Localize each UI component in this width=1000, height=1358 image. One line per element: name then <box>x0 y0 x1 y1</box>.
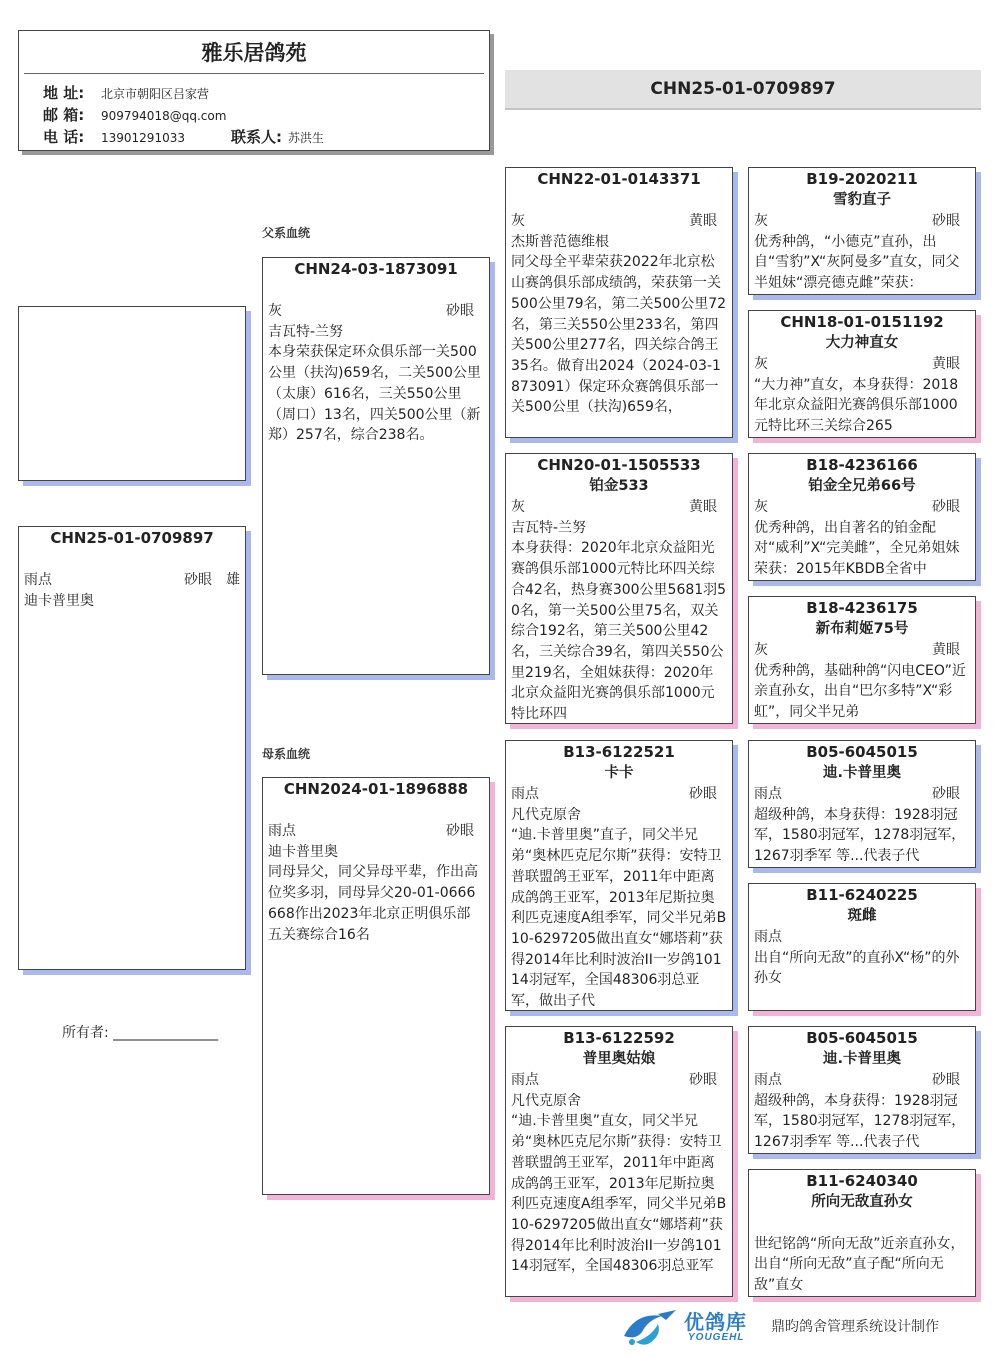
gp-ss-ring: CHN22-01-0143371 <box>537 170 701 188</box>
ggp-sss-name: 雪豹直子 <box>833 192 891 208</box>
gp-ds-strain: 凡代克原舍 <box>511 806 581 823</box>
gp-sd-card <box>505 453 733 724</box>
ggp-sdd-eye: 黄眼 <box>932 642 960 658</box>
subject-ring: CHN25-01-0709897 <box>50 529 214 547</box>
loft-info-box <box>18 30 490 151</box>
ggp-dsd-notes: 出自“所向无敌”的直孙X“杨”的外孙女 <box>754 949 960 987</box>
contact-label: 联系人: <box>231 128 282 146</box>
ggp-ddd-notes: 世纪铭鸽“所向无敌”近亲直孙女，出自“所向无敌”直子配“所向无敌”直女 <box>754 1235 965 1294</box>
gp-ds-eye: 砂眼 <box>689 786 717 802</box>
subject-attrs <box>24 570 240 591</box>
subject-card <box>18 526 246 970</box>
ggp-dsd-card <box>748 883 976 1011</box>
gp-sd-attrs <box>511 497 727 518</box>
loft-name: 雅乐居鸽苑 <box>201 41 307 65</box>
ggp-sdd-attrs <box>754 640 970 661</box>
footer <box>618 1304 978 1352</box>
ggp-dss-card <box>748 740 976 868</box>
ggp-ssd-card <box>748 310 976 438</box>
gp-sd-color: 灰 <box>511 499 525 515</box>
ggp-sds-card <box>748 453 976 581</box>
email-label: 邮 箱: <box>43 106 85 124</box>
ggp-dss-eye: 砂眼 <box>932 786 960 802</box>
gp-sd-name: 铂金533 <box>589 478 649 494</box>
contact-value: 苏洪生 <box>288 131 325 145</box>
ggp-ssd-eye: 黄眼 <box>932 356 960 372</box>
gp-ds-card <box>505 740 733 1011</box>
loft-details <box>43 83 324 149</box>
gp-dd-color: 雨点 <box>511 1072 539 1088</box>
gp-sd-ring: CHN20-01-1505533 <box>537 456 701 474</box>
dam-notes: 同母异父，同父异母平辈，作出高位奖多羽，同母异父20-01-0666668作出2023年北京正明俱乐部五关赛综合16名 <box>268 864 478 943</box>
header-ring-banner <box>505 70 981 110</box>
ggp-dss-notes: 超级种鸽，本身获得：1928羽冠军，1580羽冠军，1278羽冠军，1267羽季军 等...代表子代 <box>754 806 966 865</box>
ggp-sss-ring: B19-2020211 <box>806 170 918 188</box>
sire-notes: 本身荣获保定环众俱乐部一关500公里（扶沟)659名，二关500公里（太康）616名，三关550公里（周口）13名，四关500公里（新郑）257名，综合238名。 <box>268 344 481 444</box>
gp-ss-color: 灰 <box>511 213 525 229</box>
ggp-dds-card <box>748 1026 976 1154</box>
address-label: 地 址: <box>43 84 85 102</box>
gp-ss-attrs <box>511 211 727 232</box>
gp-ds-ring: B13-6122521 <box>563 743 675 761</box>
ggp-sdd-notes: 优秀种鸽，基础种鸽“闪电CEO”近亲直孙女，出自“巴尔多特”X“彩虹”，同父半兄弟 <box>754 662 966 721</box>
ggp-dds-notes: 超级种鸽，本身获得：1928羽冠军，1580羽冠军，1278羽冠军，1267羽季军 等...代表子代 <box>754 1092 966 1151</box>
ggp-sds-eye: 砂眼 <box>932 499 960 515</box>
divider <box>24 73 484 74</box>
ggp-dds-name: 迪.卡普里奥 <box>822 1051 901 1067</box>
ggp-sds-ring: B18-4236166 <box>806 456 918 474</box>
sire-eye: 砂眼 <box>446 303 474 319</box>
sire-strain: 吉瓦特-兰努 <box>268 323 344 340</box>
ggp-ssd-notes: “大力神”直女，本身获得：2018年北京众益阳光赛鸽俱乐部1000元特比环三关综合265 <box>754 376 959 435</box>
brand-subname: YOUGEHL <box>688 1332 745 1343</box>
dam-attrs <box>268 821 484 842</box>
ggp-sss-eye: 砂眼 <box>932 213 960 229</box>
gp-ss-eye: 黄眼 <box>689 213 717 229</box>
ggp-ddd-attrs <box>754 1213 970 1234</box>
phone-value: 13901291033 <box>101 131 185 145</box>
ggp-ddd-card <box>748 1169 976 1297</box>
header-ring: CHN25-01-0709897 <box>650 79 836 99</box>
dam-strain: 迪卡普里奥 <box>268 843 338 860</box>
brand-name: 优鸽库 <box>684 1312 747 1334</box>
gp-ds-attrs <box>511 784 727 805</box>
owner-blank: _______________ <box>113 1025 219 1041</box>
gp-sd-strain: 吉瓦特-兰努 <box>511 519 587 536</box>
gp-dd-name: 普里奥姑娘 <box>582 1051 656 1067</box>
gp-dd-notes: “迪.卡普里奥”直女，同父半兄弟“奥林匹克尼尔斯”获得：安特卫普联盟鸽王亚军，2011年中距离成鸽鸽王亚军，2013年尼斯拉奥利匹克速度A组季军，同父半兄弟B10-6297205做出直女“娜塔莉”获得2014年比利时波治II一岁鸽10114羽冠军，全国48306羽总亚军 <box>511 1113 727 1275</box>
sire-attrs <box>268 301 484 322</box>
sire-line-label: 父系血统 <box>262 226 311 240</box>
ggp-dsd-ring: B11-6240225 <box>806 886 918 904</box>
gp-ss-card <box>505 167 733 438</box>
subject-eye: 砂眼 <box>184 572 212 588</box>
photo-box <box>18 306 246 481</box>
ggp-dds-eye: 砂眼 <box>932 1072 960 1088</box>
footer-credit: 鼎昀鸽舍管理系统设计制作 <box>771 1319 939 1335</box>
gp-ds-color: 雨点 <box>511 786 539 802</box>
email-value: 909794018@qq.com <box>101 109 227 123</box>
gp-ss-notes: 同父母全平辈荣获2022年北京松山赛鸽俱乐部成绩鸽，荣获第一关500公里79名，第二关500公里72名，第三关550公里233名，第四关500公里277名，四关综合鸽王35名。做育出2024（2024-03-1873091）保定环众赛鸽俱乐部一关500公里（扶沟)659名， <box>511 254 727 416</box>
logo-icon <box>618 1306 680 1348</box>
gp-ss-strain: 杰斯普范德维根 <box>511 233 609 250</box>
ggp-ddd-name: 所向无敌直孙女 <box>811 1194 913 1210</box>
sire-card <box>262 257 490 675</box>
gp-sd-eye: 黄眼 <box>689 499 717 515</box>
ggp-dsd-attrs <box>754 927 970 948</box>
subject-sex: 雄 <box>226 572 240 588</box>
ggp-ssd-name: 大力神直女 <box>825 335 899 351</box>
gp-sd-notes: 本身获得：2020年北京众益阳光赛鸽俱乐部1000元特比环四关综合42名，热身赛300公里5681羽50名，第一关500公里75名，双关综合192名，第三关500公里42名，三关综合39名，第四关550公里219名，全姐妹获得：2020年北京众益阳光赛鸽俱乐部1000元特比环四 <box>511 540 727 723</box>
sire-ring: CHN24-03-1873091 <box>294 260 458 278</box>
phone-label: 电 话: <box>43 128 85 146</box>
ggp-sdd-card <box>748 596 976 724</box>
ggp-sds-attrs <box>754 497 970 518</box>
sire-color: 灰 <box>268 303 282 319</box>
owner-line <box>62 1022 218 1042</box>
ggp-sdd-color: 灰 <box>754 642 768 658</box>
gp-dd-strain: 凡代克原舍 <box>511 1092 581 1109</box>
dam-line-label: 母系血统 <box>262 747 311 761</box>
ggp-dds-ring: B05-6045015 <box>806 1029 918 1047</box>
ggp-sss-attrs <box>754 211 970 232</box>
ggp-sss-notes: 优秀种鸽，“小德克”直孙，出自“雪豹”X“灰阿曼多”直女，同父半姐妹“漂亮德克雌”荣获： <box>754 233 960 292</box>
dam-ring: CHN2024-01-1896888 <box>283 780 469 798</box>
gp-ds-name: 卡卡 <box>604 765 634 781</box>
subject-color: 雨点 <box>24 572 52 588</box>
gp-dd-eye: 砂眼 <box>689 1072 717 1088</box>
ggp-dds-color: 雨点 <box>754 1072 782 1088</box>
ggp-ssd-ring: CHN18-01-0151192 <box>780 313 944 331</box>
ggp-dsd-color: 雨点 <box>754 929 782 945</box>
ggp-dss-ring: B05-6045015 <box>806 743 918 761</box>
ggp-sds-notes: 优秀种鸽，出自著名的铂金配对“威利”X“完美雌”，全兄弟姐妹荣获：2015年KBDB全省中 <box>754 519 960 578</box>
address-value: 北京市朝阳区吕家营 <box>101 87 210 101</box>
ggp-sds-name: 铂金全兄弟66号 <box>808 478 916 494</box>
owner-label: 所有者: <box>62 1025 109 1041</box>
dam-card <box>262 777 490 1195</box>
ggp-sdd-ring: B18-4236175 <box>806 599 918 617</box>
ggp-sss-card <box>748 167 976 295</box>
ggp-dds-attrs <box>754 1070 970 1091</box>
dam-eye: 砂眼 <box>446 823 474 839</box>
ggp-ddd-ring: B11-6240340 <box>806 1172 918 1190</box>
ggp-sdd-name: 新布莉姬75号 <box>815 621 909 637</box>
ggp-sss-color: 灰 <box>754 213 768 229</box>
ggp-dss-attrs <box>754 784 970 805</box>
gp-dd-attrs <box>511 1070 727 1091</box>
ggp-ssd-color: 灰 <box>754 356 768 372</box>
ggp-ssd-attrs <box>754 354 970 375</box>
gp-ds-notes: “迪.卡普里奥”直子，同父半兄弟“奥林匹克尼尔斯”获得：安特卫普联盟鸽王亚军，2011年中距离成鸽鸽王亚军，2013年尼斯拉奥利匹克速度A组季军，同父半兄弟B10-6297205做出直女“娜塔莉”获得2014年比利时波治II一岁鸽10114羽冠军，全国48306羽总亚军，做出子代 <box>511 827 727 1010</box>
gp-dd-card <box>505 1026 733 1297</box>
subject-name: 迪卡普里奥 <box>24 592 94 609</box>
dam-color: 雨点 <box>268 823 296 839</box>
gp-dd-ring: B13-6122592 <box>563 1029 675 1047</box>
ggp-dss-color: 雨点 <box>754 786 782 802</box>
ggp-dsd-name: 斑雌 <box>847 908 877 924</box>
ggp-dss-name: 迪.卡普里奥 <box>822 765 901 781</box>
ggp-sds-color: 灰 <box>754 499 768 515</box>
